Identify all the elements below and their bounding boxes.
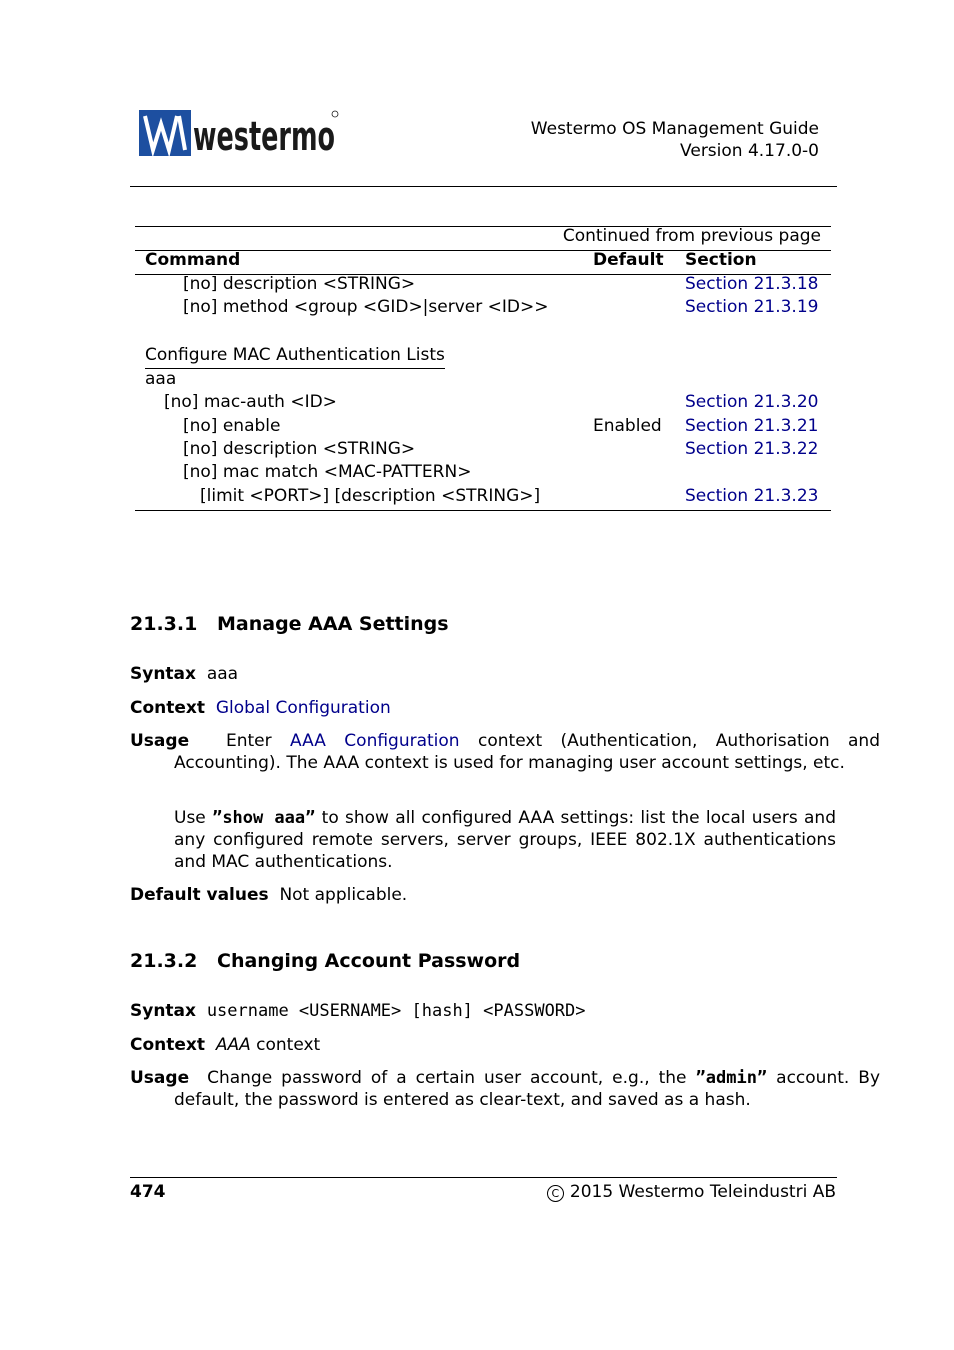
section-link[interactable]: Section 21.3.20 [685,392,819,412]
col-header-command: Command [145,250,241,270]
section-link[interactable]: Section 21.3.18 [685,274,819,294]
section-link[interactable]: Section 21.3.21 [685,416,819,436]
usage-label: Usage [130,731,190,751]
context-line [130,1034,836,1056]
syntax-label: Syntax [130,664,196,684]
copyright [547,1182,836,1202]
guide-version: Version 4.17.0-0 [680,141,819,161]
global-configuration-link[interactable]: Global Configuration [215,698,391,718]
syntax-line [130,1000,836,1022]
context-line [130,697,836,719]
logo-wordmark: westermo [193,114,335,160]
table-subheading: Configure MAC Authentication Lists [145,344,445,369]
aaa-configuration-link[interactable]: AAA Configuration [290,731,460,751]
usage-text-post: context (Authentication, Authorisation and Accounting). The AAA context is used for managing user account settings, etc. [174,731,881,773]
table-row-default: Enabled [593,416,662,436]
header-divider [130,186,837,187]
table-row-command: [no] description <STRING> [183,274,416,294]
default-values-value: Not applicable. [279,885,408,905]
default-values-line [130,884,836,906]
table-row-command: [no] method <group <GID>|server <ID>> [183,297,549,317]
table-bottom-rule [135,510,831,511]
section-title: Changing Account Password [217,950,521,972]
section-heading-21-3-1 [130,613,449,635]
copyright-icon: C [547,1185,564,1202]
context-rest: context [256,1035,321,1055]
table-row-command: [limit <PORT>] [description <STRING>] [200,486,541,506]
section-link[interactable]: Section 21.3.22 [685,439,819,459]
usage-paragraph [130,1067,880,1111]
syntax-line [130,663,836,685]
page-number: 474 [130,1182,166,1202]
guide-title: Westermo OS Management Guide [530,119,819,139]
syntax-value: username <USERNAME> [hash] <PASSWORD> [206,1001,586,1021]
use-text-post: to show all configured AAA settings: list the local users and any configured remote servers, server groups, IEEE 802.1X authentications and MAC authentications. [174,808,837,872]
westermo-logo [139,110,339,158]
admin-keyword: ”admin” [695,1068,768,1088]
usage-text-post: account. By default, the password is entered as clear-text, and saved as a hash. [174,1068,881,1110]
table-row-command: aaa [145,369,177,389]
col-header-section: Section [685,250,757,270]
syntax-label: Syntax [130,1001,196,1021]
context-italic: AAA [215,1035,251,1055]
section-number: 21.3.1 [130,613,198,635]
col-header-default: Default [593,250,664,270]
use-text-pre: Use [174,808,206,828]
context-label: Context [130,698,206,718]
usage-text-pre: Enter [225,731,272,751]
continued-note: Continued from previous page [562,226,821,246]
section-heading-21-3-2 [130,950,520,972]
usage-label: Usage [130,1068,190,1088]
copyright-text: 2015 Westermo Teleindustri AB [569,1182,836,1202]
table-row-command: [no] mac match <MAC-PATTERN> [183,462,472,482]
section-link[interactable]: Section 21.3.23 [685,486,819,506]
section-link[interactable]: Section 21.3.19 [685,297,819,317]
section-title: Manage AAA Settings [217,613,449,635]
context-label: Context [130,1035,206,1055]
footer-divider [130,1177,837,1178]
syntax-value: aaa [206,664,239,684]
usage-paragraph [130,730,880,774]
header-title-block [531,118,819,162]
table-row-command: [no] description <STRING> [183,439,416,459]
usage-show-paragraph [174,807,836,873]
section-number: 21.3.2 [130,950,198,972]
show-aaa-command: ”show aaa” [212,808,316,828]
table-row-command: [no] mac-auth <ID> [164,392,337,412]
usage-text-pre: Change password of a certain user account, e.g., the [207,1068,687,1088]
default-values-label: Default values [130,885,269,905]
table-row-command: [no] enable [183,416,281,436]
